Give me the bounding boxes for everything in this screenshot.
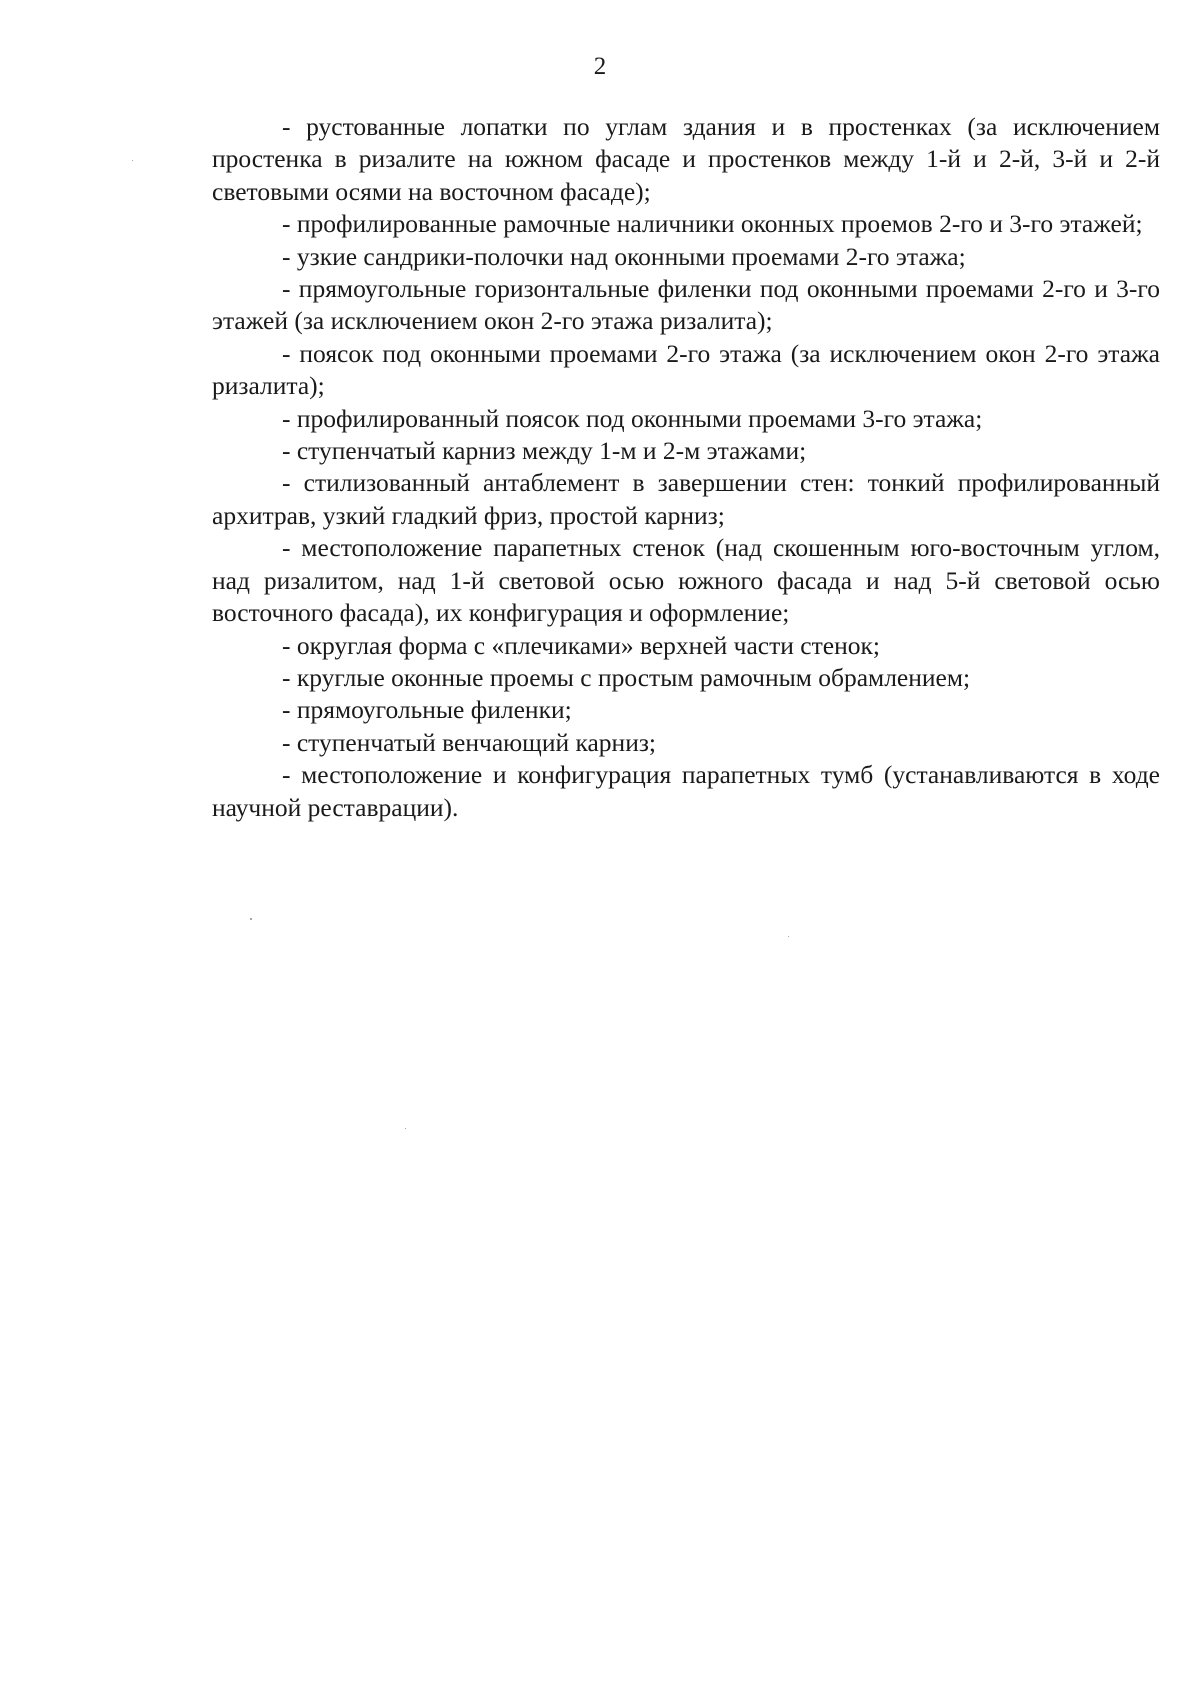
- document-body: [212, 111, 1160, 824]
- scan-speck: [405, 1128, 406, 1129]
- list-item: - округлая форма с «плечиками» верхней части стенок;: [282, 630, 880, 660]
- list-item: - стилизованный антаблемент в завершении стен: тонкий профилированный архитрав, узкий гладкий фриз, простой карниз;: [212, 468, 1160, 530]
- list-item: - ступенчатый венчающий карниз;: [282, 727, 657, 757]
- list-item: - узкие сандрики-полочки над оконными проемами 2-го этажа;: [282, 241, 966, 271]
- list-item: - ступенчатый карниз между 1-м и 2-м этажами;: [282, 436, 807, 466]
- scan-speck: [250, 918, 252, 920]
- list-item: - профилированные рамочные наличники оконных проемов 2-го и 3-го этажей;: [282, 209, 1143, 239]
- list-item: - прямоугольные горизонтальные филенки под оконными проемами 2-го и 3-го этажей (за исключением окон 2-го этажа ризалита);: [212, 274, 1160, 336]
- list-item: - поясок под оконными проемами 2-го этажа (за исключением окон 2-го этажа ризалита);: [212, 338, 1160, 401]
- page-number: 2: [593, 53, 607, 80]
- scan-speck: [788, 936, 789, 937]
- list-item: - рустованные лопатки по углам здания и в простенках (за исключением простенка в ризалите на южном фасаде и простенков между 1-й и 2-й, 3-й и 2-й световыми осями на восточном фасаде);: [212, 112, 1160, 206]
- list-item: - местоположение и конфигурация парапетных тумб (устанавливаются в ходе научной реставрации).: [212, 760, 1160, 822]
- list-item: - круглые оконные проемы с простым рамочным обрамлением;: [282, 662, 971, 692]
- list-item: - прямоугольные филенки;: [282, 695, 572, 725]
- list-item: - местоположение парапетных стенок (над скошенным юго-восточным углом, над ризалитом, над 1-й световой осью южного фасада и над 5-й световой осью восточного фасада), их конфигурация и оформление;: [212, 533, 1160, 628]
- scan-speck: [132, 160, 133, 161]
- list-item: - профилированный поясок под оконными проемами 3-го этажа;: [282, 403, 983, 433]
